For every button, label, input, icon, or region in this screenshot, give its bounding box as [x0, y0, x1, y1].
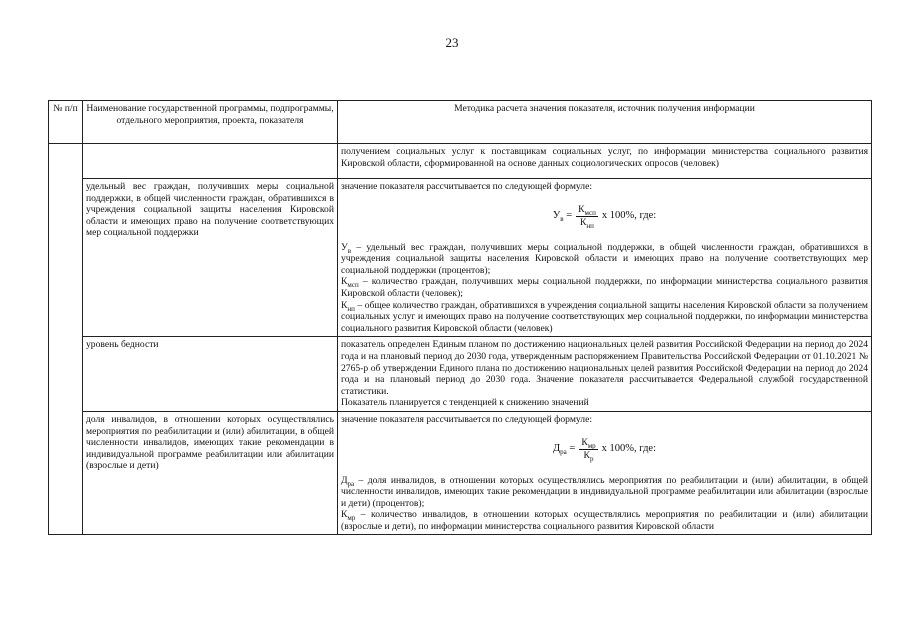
definition: $К_{мр}$ – количество инвалидов, в отношении которых осуществлялись мероприятия по реабилитации и (или) абилитации (взрослые и дети), по информации министерства социального развития Кировской области — [341, 509, 868, 532]
table-row — [49, 411, 872, 535]
definition: $К_{нп}$ – общее количество граждан, обратившихся в учреждения социальной защиты населения Кировской области за получением социальных услуг и имеющих право на получение соответствующих мер социальной поддержки, по информации министерства социального развития Кировской области (человек) — [341, 299, 868, 334]
method-cell — [338, 337, 872, 412]
formula — [341, 438, 868, 461]
table-row — [49, 337, 872, 412]
formula-denominator: $К_р$ — [583, 449, 594, 463]
formula — [341, 205, 868, 228]
formula-lhs: $Д_{ра}$ = — [553, 443, 576, 457]
formula-fraction — [576, 205, 598, 228]
formula-numerator: $К_{мсп}$ — [578, 203, 596, 217]
definition: $К_{мсп}$ – количество граждан, получивших меры социальной поддержки, по информации министерства социального развития Кировской области (человек); — [341, 276, 868, 299]
definition: $Д_{ра}$ – доля инвалидов, в отношении которых осуществлялись мероприятия по реабилитации и (или) абилитации, в общей численности инвалидов, имеющих такие рекомендации в индивидуальной программе реабилитации или абилитации (взрослые и дети) (процентов); — [341, 474, 868, 509]
table-header-row — [49, 101, 872, 144]
name-cell: уровень бедности — [83, 337, 338, 412]
indicator-table — [48, 100, 872, 535]
method-text-2: Показатель планируется с тенденцией к снижению значений — [341, 397, 589, 409]
header-name: Наименование государственной программы, подпрограммы, отдельного мероприятия, проекта, показателя — [83, 101, 338, 144]
formula-suffix: x 100%, где: — [601, 210, 657, 222]
table-row — [49, 144, 872, 179]
method-text: показатель определен Единым планом по достижению национальных целей развития Российской Федерации на период до 2024 года и на плановый период до 2030 года, утвержденным распоряжением Правительства Российской Федерации от 01.10.2021 № 2765-р об утверждении Единого плана по достижению национальных целей развития Российской Федерации на период до 2024 года и на плановый период до 2030 года. Значение показателя рассчитывается Федеральной службой государственной статистики. — [341, 339, 868, 397]
name-cell: доля инвалидов, в отношении которых осуществлялись мероприятия по реабилитации и (или) абилитации, в общей численности инвалидов, имеющих такие рекомендации в индивидуальной программе реабилитации или абилитации (взрослые и дети) — [83, 411, 338, 535]
method-cell: получением социальных услуг к поставщикам социальных услуг, по информации министерства социального развития Кировской области, сформированной на основе данных социологических опросов (человек) — [338, 144, 872, 179]
name-cell: удельный вес граждан, получивших меры социальной поддержки, в общей численности граждан, обратившихся в учреждения социальной защиты населения Кировской области и имеющих право на получение соответствующих мер социальной поддержки — [83, 179, 338, 337]
formula-numerator: $К_{мр}$ — [581, 436, 596, 450]
definition: $У_в$ – удельный вес граждан, получивших меры социальной поддержки, в общей численности граждан, обратившихся в учреждения социальной защиты населения Кировской области и имеющих право на получение соответствующих мер социальной поддержки (процентов); — [341, 241, 868, 276]
formula-intro: значение показателя рассчитывается по следующей формуле: — [341, 413, 592, 425]
method-cell — [338, 411, 872, 535]
name-cell — [83, 144, 338, 179]
table-row — [49, 179, 872, 337]
num-cell — [49, 144, 83, 535]
formula-denominator: $К_{нп}$ — [580, 216, 594, 230]
method-cell — [338, 179, 872, 337]
header-num: № п/п — [49, 101, 83, 144]
formula-lhs: $У_в$ = — [552, 210, 573, 224]
header-method: Методика расчета значения показателя, источник получения информации — [338, 101, 872, 144]
formula-intro: значение показателя рассчитывается по следующей формуле: — [341, 181, 592, 192]
page-number: 23 — [445, 35, 459, 50]
formula-fraction — [579, 438, 597, 461]
formula-suffix: x 100%, где: — [601, 443, 656, 455]
